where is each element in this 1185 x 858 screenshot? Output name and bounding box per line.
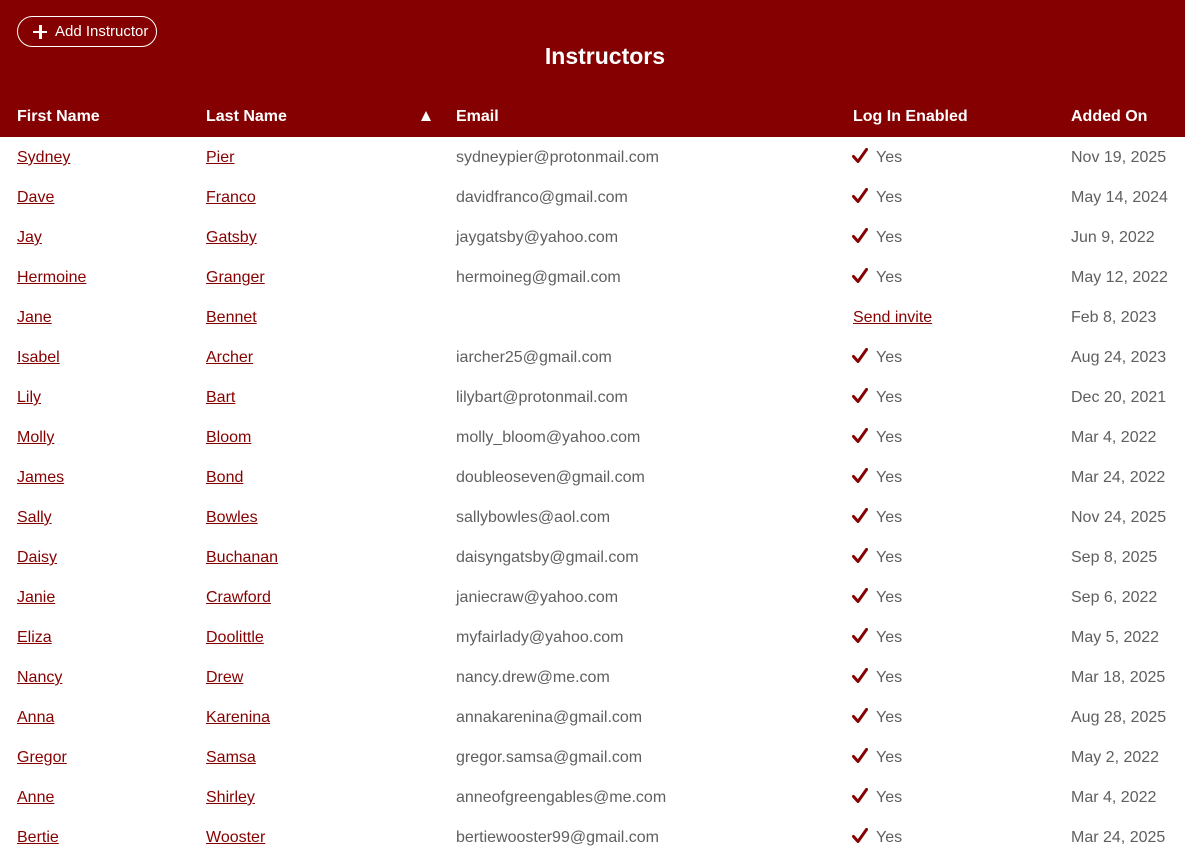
first-name-link[interactable]: James [17, 469, 65, 486]
last-name-link[interactable]: Shirley [206, 789, 255, 806]
last-name-link[interactable]: Samsa [206, 749, 256, 766]
added-on-cell: Mar 24, 2022 [1071, 469, 1166, 486]
checkmark-icon [852, 628, 868, 649]
last-name-link[interactable]: Wooster [206, 829, 266, 846]
table-row [0, 738, 1185, 778]
added-on-cell: Sep 6, 2022 [1071, 589, 1158, 606]
column-header-first-name[interactable]: First Name [17, 108, 100, 125]
added-on-cell: Aug 28, 2025 [1071, 709, 1167, 726]
first-name-link[interactable]: Daisy [17, 549, 58, 566]
added-on-cell: May 12, 2022 [1071, 269, 1168, 286]
added-on-cell: May 14, 2024 [1071, 189, 1168, 206]
added-on-cell: Dec 20, 2021 [1071, 389, 1167, 406]
table-row [0, 338, 1185, 378]
email-cell: janiecraw@yahoo.com [456, 589, 619, 606]
last-name-link[interactable]: Buchanan [206, 549, 279, 566]
checkmark-icon [852, 708, 868, 729]
login-enabled-status: Yes [876, 669, 903, 686]
login-enabled-status: Yes [876, 629, 903, 646]
login-enabled-status: Yes [876, 229, 903, 246]
first-name-link[interactable]: Nancy [17, 669, 63, 686]
checkmark-icon [852, 148, 868, 169]
email-cell: daisyngatsby@gmail.com [456, 549, 639, 566]
added-on-cell: Mar 4, 2022 [1071, 429, 1157, 446]
login-enabled-status: Yes [876, 789, 903, 806]
email-cell: anneofgreengables@me.com [456, 789, 667, 806]
checkmark-icon [852, 668, 868, 689]
column-header-login-enabled[interactable]: Log In Enabled [853, 108, 968, 125]
table-row [0, 778, 1185, 818]
checkmark-icon [852, 188, 868, 209]
login-enabled-status: Yes [876, 549, 903, 566]
email-cell: sallybowles@aol.com [456, 509, 611, 526]
checkmark-icon [852, 508, 868, 529]
login-enabled-status: Yes [876, 149, 903, 166]
table-row [0, 618, 1185, 658]
first-name-link[interactable]: Anne [17, 789, 55, 806]
add-instructor-label: Add Instructor [55, 23, 149, 40]
last-name-link[interactable]: Doolittle [206, 629, 264, 646]
added-on-cell: May 5, 2022 [1071, 629, 1160, 646]
added-on-cell: Feb 8, 2023 [1071, 309, 1157, 326]
login-enabled-status: Yes [876, 389, 903, 406]
last-name-link[interactable]: Crawford [206, 589, 271, 606]
email-cell: davidfranco@gmail.com [456, 189, 628, 206]
login-enabled-status: Yes [876, 269, 903, 286]
added-on-cell: Mar 24, 2025 [1071, 829, 1166, 846]
last-name-link[interactable]: Bloom [206, 429, 252, 446]
column-header-last-name[interactable]: Last Name [206, 108, 287, 125]
last-name-link[interactable]: Bond [206, 469, 244, 486]
table-row [0, 298, 1185, 338]
first-name-link[interactable]: Eliza [17, 629, 52, 646]
login-enabled-status: Yes [876, 189, 903, 206]
login-enabled-status: Yes [876, 509, 903, 526]
checkmark-icon [852, 228, 868, 249]
table-row [0, 498, 1185, 538]
table-row [0, 178, 1185, 218]
checkmark-icon [852, 788, 868, 809]
added-on-cell: Aug 24, 2023 [1071, 349, 1167, 366]
table-row [0, 418, 1185, 458]
sort-ascending-icon[interactable] [421, 111, 431, 121]
last-name-link[interactable]: Franco [206, 189, 256, 206]
checkmark-icon [852, 428, 868, 449]
first-name-link[interactable]: Sydney [17, 149, 71, 166]
login-enabled-status: Yes [876, 749, 903, 766]
login-enabled-status: Yes [876, 349, 903, 366]
checkmark-icon [852, 748, 868, 769]
checkmark-icon [852, 828, 868, 849]
first-name-link[interactable]: Dave [17, 189, 55, 206]
last-name-link[interactable]: Granger [206, 269, 265, 286]
last-name-link[interactable]: Gatsby [206, 229, 257, 246]
first-name-link[interactable]: Molly [17, 429, 55, 446]
first-name-link[interactable]: Sally [17, 509, 52, 526]
email-cell: molly_bloom@yahoo.com [456, 429, 641, 446]
added-on-cell: Sep 8, 2025 [1071, 549, 1158, 566]
last-name-link[interactable]: Drew [206, 669, 244, 686]
login-enabled-status: Yes [876, 469, 903, 486]
checkmark-icon [852, 388, 868, 409]
added-on-cell: Jun 9, 2022 [1071, 229, 1155, 246]
first-name-link[interactable]: Gregor [17, 749, 67, 766]
table-row [0, 218, 1185, 258]
login-enabled-status: Yes [876, 829, 903, 846]
first-name-link[interactable]: Anna [17, 709, 55, 726]
last-name-link[interactable]: Bart [206, 389, 236, 406]
email-cell: myfairlady@yahoo.com [456, 629, 624, 646]
email-cell: iarcher25@gmail.com [456, 349, 612, 366]
first-name-link[interactable]: Hermoine [17, 269, 87, 286]
first-name-link[interactable]: Isabel [17, 349, 60, 366]
table-row [0, 578, 1185, 618]
added-on-cell: Nov 24, 2025 [1071, 509, 1167, 526]
page-header [0, 0, 1185, 137]
email-cell: nancy.drew@me.com [456, 669, 610, 686]
table-row [0, 818, 1185, 858]
login-enabled-status: Yes [876, 589, 903, 606]
table-row [0, 258, 1185, 298]
table-row [0, 138, 1185, 178]
added-on-cell: May 2, 2022 [1071, 749, 1160, 766]
first-name-link[interactable]: Jay [17, 229, 42, 246]
email-cell: gregor.samsa@gmail.com [456, 749, 643, 766]
last-name-link[interactable]: Bennet [206, 309, 257, 326]
email-cell: doubleoseven@gmail.com [456, 469, 645, 486]
added-on-cell: Mar 4, 2022 [1071, 789, 1157, 806]
login-enabled-status: Yes [876, 429, 903, 446]
added-on-cell: Mar 18, 2025 [1071, 669, 1166, 686]
checkmark-icon [852, 268, 868, 289]
table-row [0, 458, 1185, 498]
last-name-link[interactable]: Karenina [206, 709, 271, 726]
login-enabled-status: Yes [876, 709, 903, 726]
checkmark-icon [852, 468, 868, 489]
column-header-added-on[interactable]: Added On [1071, 108, 1148, 125]
email-cell: sydneypier@protonmail.com [456, 149, 659, 166]
email-cell: annakarenina@gmail.com [456, 709, 643, 726]
last-name-link[interactable]: Pier [206, 149, 235, 166]
last-name-link[interactable]: Bowles [206, 509, 258, 526]
email-cell: hermoineg@gmail.com [456, 269, 621, 286]
last-name-link[interactable]: Archer [206, 349, 254, 366]
table-row [0, 538, 1185, 578]
checkmark-icon [852, 548, 868, 569]
checkmark-icon [852, 348, 868, 369]
checkmark-icon [852, 588, 868, 609]
email-cell: lilybart@protonmail.com [456, 389, 628, 406]
page-title: Instructors [544, 43, 666, 69]
table-row [0, 378, 1185, 418]
first-name-link[interactable]: Lily [17, 389, 42, 406]
plus-icon [33, 25, 47, 39]
email-cell: jaygatsby@yahoo.com [456, 229, 619, 246]
first-name-link[interactable]: Janie [17, 589, 56, 606]
table-row [0, 658, 1185, 698]
email-cell: bertiewooster99@gmail.com [456, 829, 659, 846]
first-name-link[interactable]: Jane [17, 309, 52, 326]
column-header-email[interactable]: Email [456, 108, 499, 125]
first-name-link[interactable]: Bertie [17, 829, 59, 846]
added-on-cell: Nov 19, 2025 [1071, 149, 1167, 166]
send-invite-link[interactable]: Send invite [853, 309, 933, 326]
table-row [0, 698, 1185, 738]
